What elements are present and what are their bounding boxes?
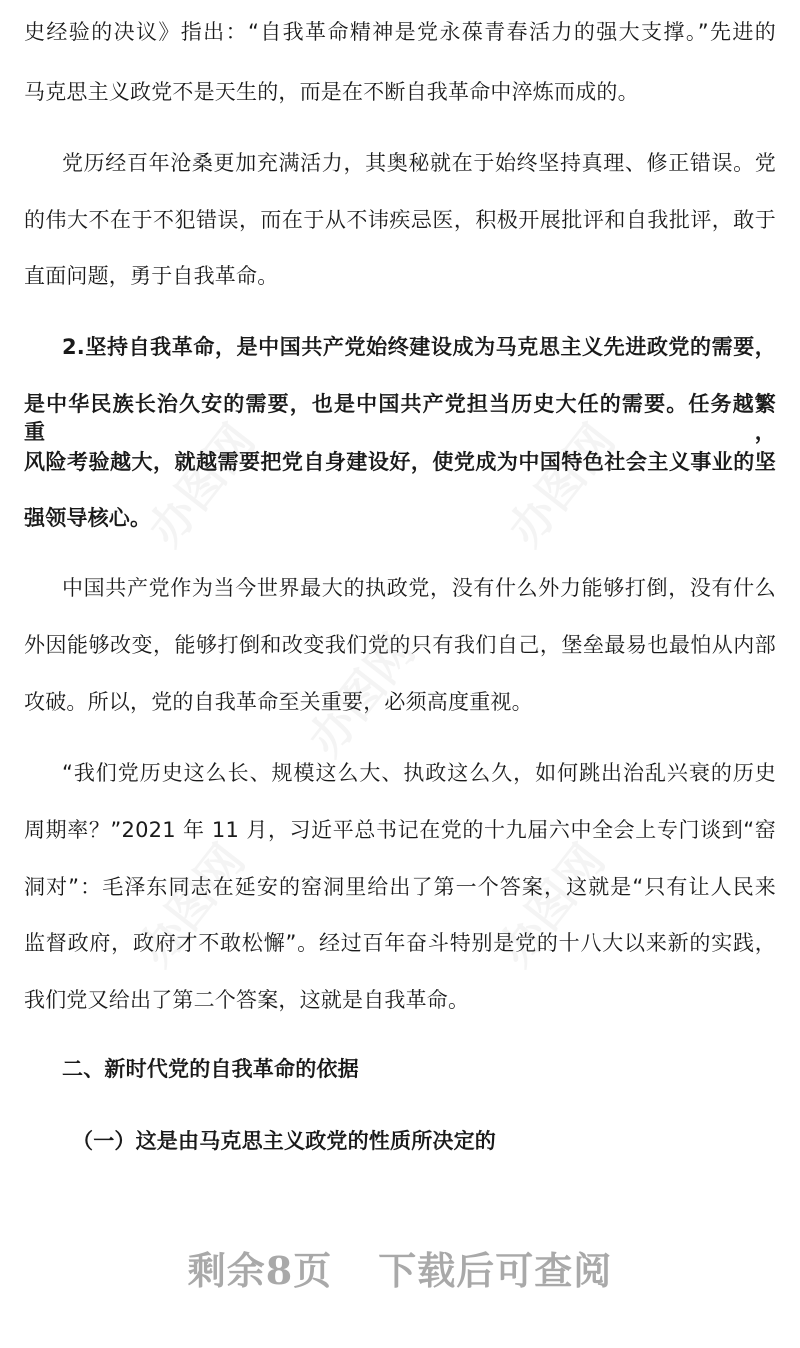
paragraph-line: 外因能够改变，能够打倒和改变我们党的只有我们自己，堡垒最易也最怕从内部: [24, 633, 776, 657]
subsection-heading: （一）这是由马克思主义政党的性质所决定的: [72, 1129, 496, 1153]
paragraph-line: 周期率？”2021 年 11 月，习近平总书记在党的十九届六中全会上专门谈到“窑: [24, 818, 776, 842]
paragraph-line: 党历经百年沧桑更加充满活力，其奥秘就在于始终坚持真理、修正错误。党: [62, 151, 776, 175]
download-prompt[interactable]: [0, 1246, 800, 1296]
paragraph-line: 我们党又给出了第二个答案，这就是自我革命。: [24, 988, 470, 1012]
paragraph-line: 中国共产党作为当今世界最大的执政党，没有什么外力能够打倒，没有什么: [62, 576, 776, 600]
remaining-pages-text: 剩余8页: [187, 1248, 333, 1293]
bold-paragraph-line: 风险考验越大，就越需要把党自身建设好，使党成为中国特色社会主义事业的坚: [24, 450, 776, 474]
bold-paragraph-line: 2.坚持自我革命，是中国共产党始终建设成为马克思主义先进政党的需要，: [62, 335, 776, 359]
download-to-view-text: 下载后可查阅: [378, 1248, 613, 1293]
paragraph-line: 直面问题，勇于自我革命。: [24, 264, 279, 288]
paragraph-line: 马克思主义政党不是天生的，而是在不断自我革命中淬炼而成的。: [24, 80, 639, 104]
paragraph-line: 攻破。所以，党的自我革命至关重要，必须高度重视。: [24, 690, 533, 714]
paragraph-line: 监督政府，政府才不敢松懈”。经过百年奋斗特别是党的十八大以来新的实践，: [24, 931, 776, 955]
section-heading: 二、新时代党的自我革命的依据: [62, 1057, 359, 1081]
paragraph-line: “我们党历史这么长、规模这么大、执政这么久，如何跳出治乱兴衰的历史: [62, 761, 776, 785]
paragraph-line: 史经验的决议》指出：“自我革命精神是党永葆青春活力的强大支撑。”先进的: [24, 20, 776, 44]
bold-paragraph-line: 是中华民族长治久安的需要，也是中国共产党担当历史大任的需要。任务越繁重，: [24, 392, 776, 444]
bold-paragraph-line: 强领导核心。: [24, 506, 152, 530]
paragraph-line: 洞对”：毛泽东同志在延安的窑洞里给出了第一个答案，这就是“只有让人民来: [24, 875, 776, 899]
paragraph-line: 的伟大不在于不犯错误，而在于从不讳疾忌医，积极开展批评和自我批评，敢于: [24, 208, 776, 232]
